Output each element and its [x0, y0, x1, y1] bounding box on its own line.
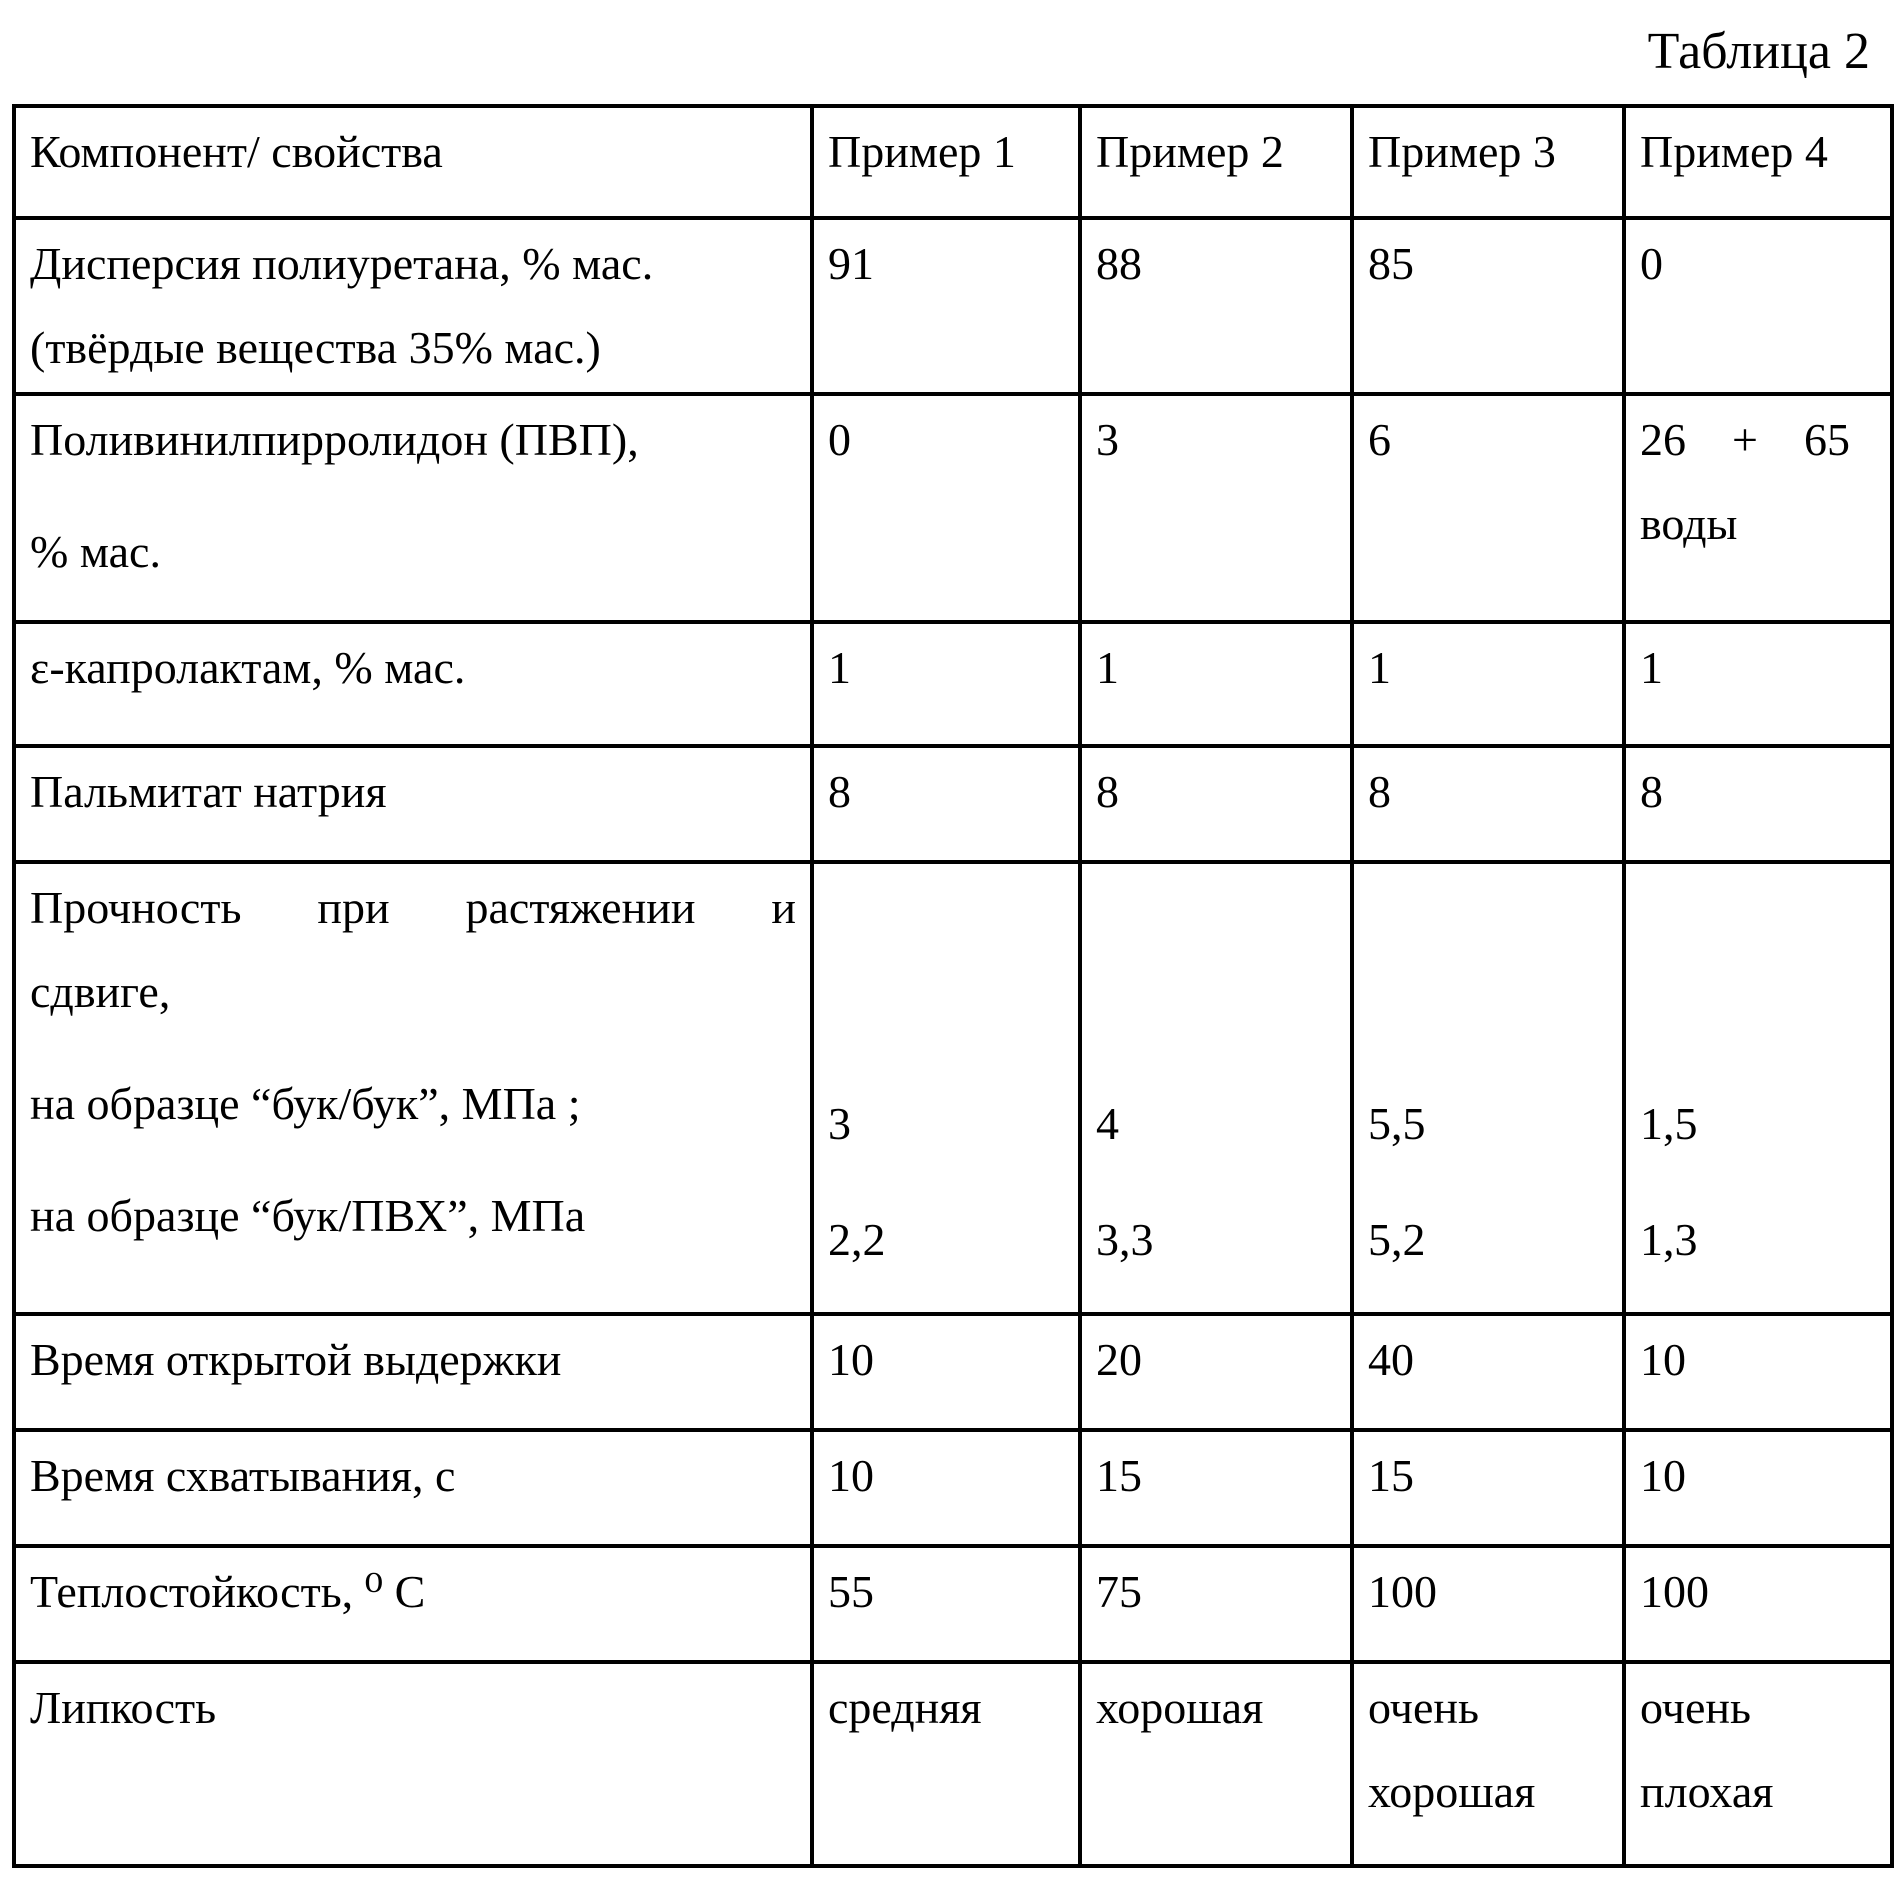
- cell-value: 4 3,3: [1080, 862, 1352, 1314]
- header-cell-example-2: Пример 2: [1080, 106, 1352, 218]
- cell-value: 8: [1624, 746, 1892, 862]
- cell-value: очень хорошая: [1352, 1662, 1624, 1866]
- cell-value: 5,5 5,2: [1352, 862, 1624, 1314]
- row-label: Теплостойкость, ⁰ С: [14, 1546, 812, 1662]
- cell-value: 10: [1624, 1314, 1892, 1430]
- row-label: Прочность при растяжении и сдвиге, на образце “бук/бук”, МПа ; на образце “бук/ПВХ”, МПа: [14, 862, 812, 1314]
- cell-value: 10: [812, 1314, 1080, 1430]
- cell-value: 8: [812, 746, 1080, 862]
- cell-value: 1: [1080, 622, 1352, 746]
- cell-value: 1: [1624, 622, 1892, 746]
- cell-value: 88: [1080, 218, 1352, 394]
- cell-value: 3: [1080, 394, 1352, 622]
- table-caption: Таблица 2: [1648, 18, 1870, 86]
- table-row-pvp: [14, 394, 1892, 622]
- header-cell-component: Компонент/ свойства: [14, 106, 812, 218]
- cell-value: очень плохая: [1624, 1662, 1892, 1866]
- row-label: ε-капролактам, % мас.: [14, 622, 812, 746]
- table-row-set-time: [14, 1430, 1892, 1546]
- cell-value: 8: [1080, 746, 1352, 862]
- cell-value: 6: [1352, 394, 1624, 622]
- cell-value: средняя: [812, 1662, 1080, 1866]
- row-label: Время схватывания, с: [14, 1430, 812, 1546]
- table-row-heat-resistance: [14, 1546, 1892, 1662]
- cell-value: 0: [812, 394, 1080, 622]
- cell-value: 1,5 1,3: [1624, 862, 1892, 1314]
- cell-value: 55: [812, 1546, 1080, 1662]
- cell-value: 100: [1352, 1546, 1624, 1662]
- cell-value: хорошая: [1080, 1662, 1352, 1866]
- header-cell-example-3: Пример 3: [1352, 106, 1624, 218]
- cell-value: 75: [1080, 1546, 1352, 1662]
- cell-value: 20: [1080, 1314, 1352, 1430]
- cell-value: 1: [812, 622, 1080, 746]
- cell-value: 10: [1624, 1430, 1892, 1546]
- cell-value: 91: [812, 218, 1080, 394]
- row-label: Поливинилпирролидон (ПВП), % мас.: [14, 394, 812, 622]
- cell-value: 40: [1352, 1314, 1624, 1430]
- cell-value: 26 + 65 воды: [1624, 394, 1892, 622]
- row-label: Время открытой выдержки: [14, 1314, 812, 1430]
- properties-table: [12, 104, 1894, 1868]
- table-row-dispersion: [14, 218, 1892, 394]
- cell-value: 85: [1352, 218, 1624, 394]
- table-header-row: [14, 106, 1892, 218]
- row-label: Дисперсия полиуретана, % мас. (твёрдые вещества 35% мас.): [14, 218, 812, 394]
- cell-value: 10: [812, 1430, 1080, 1546]
- cell-value: 0: [1624, 218, 1892, 394]
- row-label: Пальмитат натрия: [14, 746, 812, 862]
- cell-value: 8: [1352, 746, 1624, 862]
- cell-value: 1: [1352, 622, 1624, 746]
- header-cell-example-4: Пример 4: [1624, 106, 1892, 218]
- cell-value: 100: [1624, 1546, 1892, 1662]
- table-row-caprolactam: [14, 622, 1892, 746]
- header-cell-example-1: Пример 1: [812, 106, 1080, 218]
- cell-value: 15: [1352, 1430, 1624, 1546]
- table-row-open-time: [14, 1314, 1892, 1430]
- cell-value: 15: [1080, 1430, 1352, 1546]
- cell-value: 3 2,2: [812, 862, 1080, 1314]
- table-row-strength: [14, 862, 1892, 1314]
- table-row-tack: [14, 1662, 1892, 1866]
- table-row-palmitate: [14, 746, 1892, 862]
- row-label: Липкость: [14, 1662, 812, 1866]
